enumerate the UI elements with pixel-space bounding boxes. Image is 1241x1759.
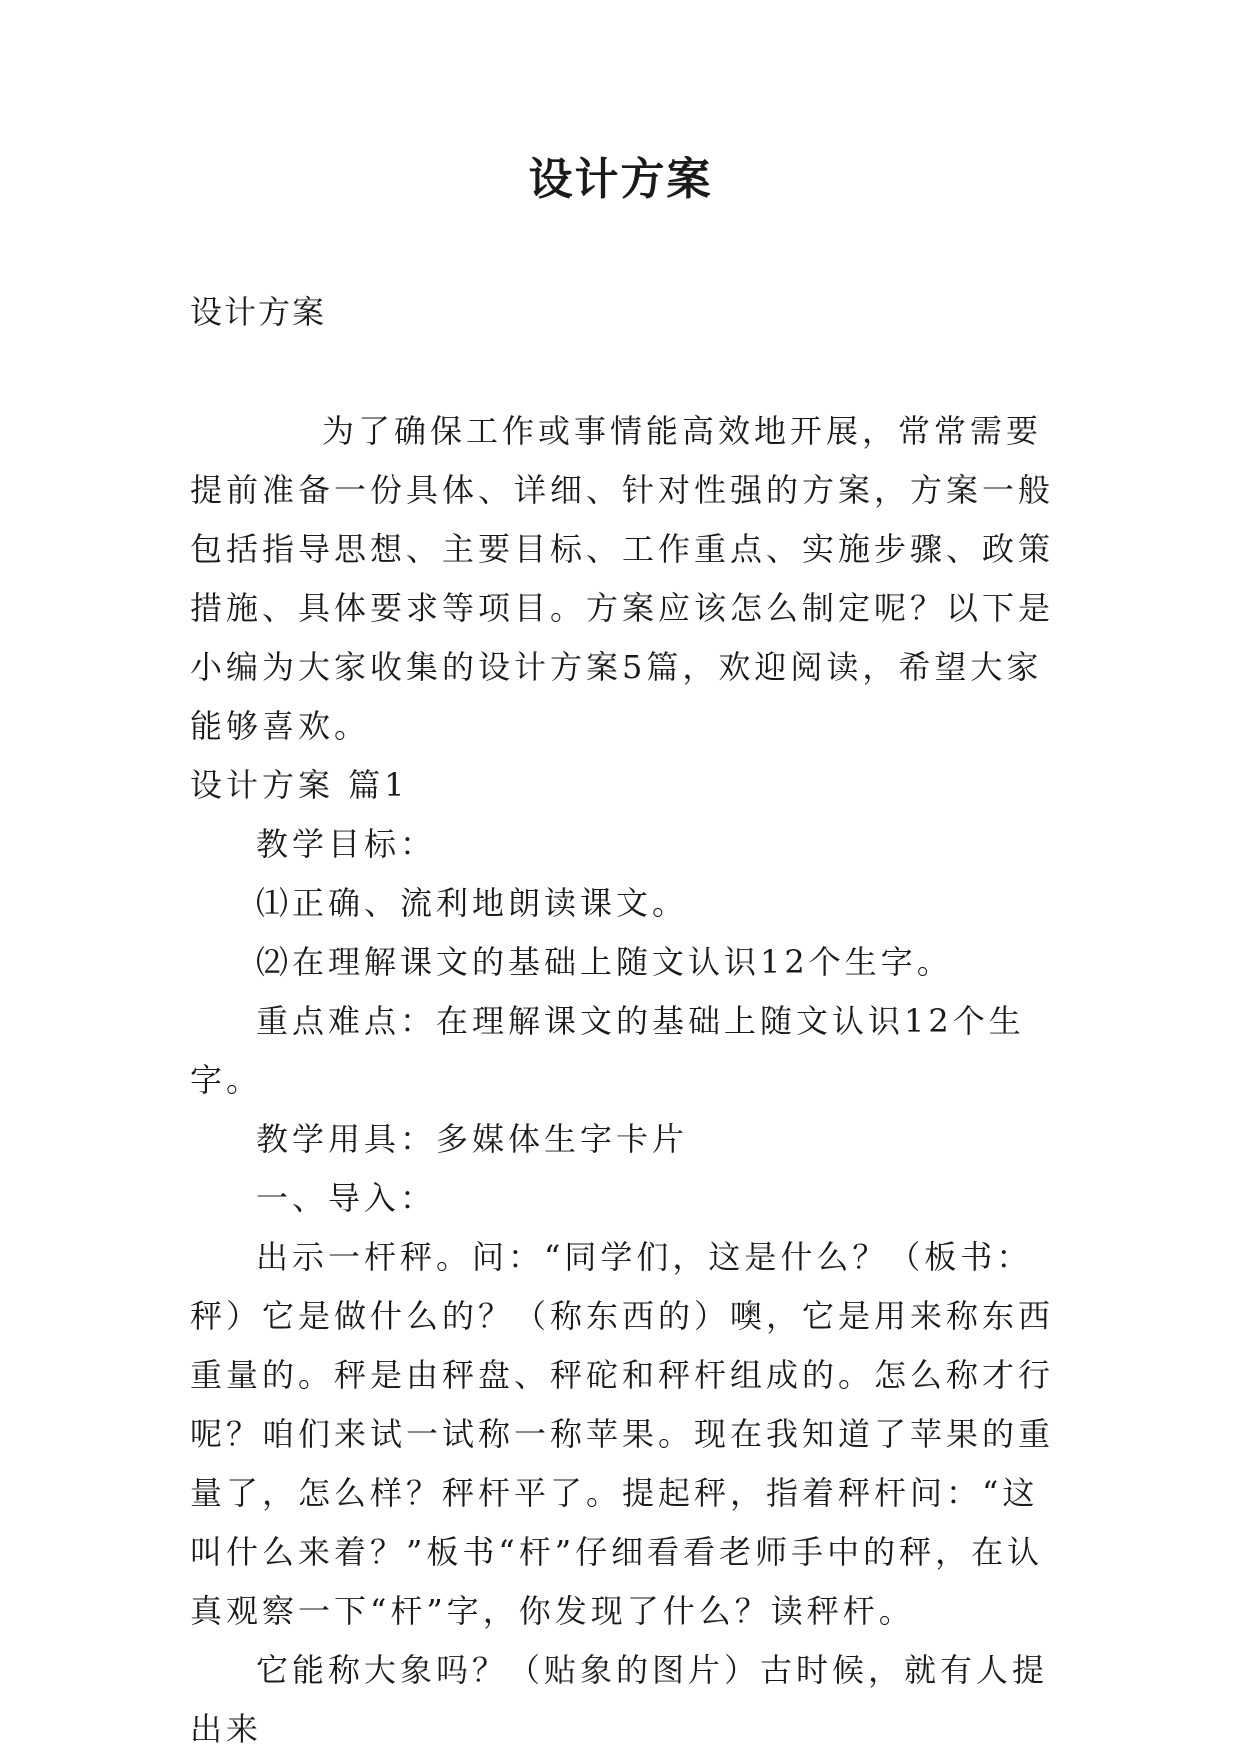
paragraph-teaching-tools: 教学用具：多媒体生字卡片 [256,1120,689,1158]
paragraph-scale-demo: 出示一杆秤。问：“同学们，这是什么？（板书：秤）它是做什么的？（称东西的）噢，它是用来称东西重量的。秤是由秤盘、秤砣和秤杆组成的。怎么称才行呢？咱们来试一试称一称苹果。现在我知道了苹果的重量了，怎么样？秤杆平了。提起秤，指着秤杆问：“这叫什么来着？”板书“杆”仔细看看老师手中的秤，在认真观察一下“杆”字，你发现了什么？读秤杆。 [190,1238,1055,1630]
paragraph-elephant: 它能称大象吗？（贴象的图片）古时候，就有人提出来 [190,1651,1049,1748]
intro-paragraph: 为了确保工作或事情能高效地开展，常常需要提前准备一份具体、详细、针对性强的方案，方案一般包括指导思想、主要目标、工作重点、实施步骤、政策措施、具体要求等项目。方案应该怎么制定呢？以下是小编为大家收集的设计方案5篇，欢迎阅读，希望大家能够喜欢。 [190,412,1055,745]
document-title: 设计方案 [528,154,713,205]
paragraph-goal-1: ⑴正确、流利地朗读课文。 [256,884,689,922]
paragraph-goal-2: ⑵在理解课文的基础上随文认识12个生字。 [256,943,953,981]
section-heading: 设计方案 篇1 [190,766,409,804]
document-body [190,402,1070,1759]
paragraph-intro-step: 一、导入： [256,1179,437,1217]
paragraph-key-points: 重点难点：在理解课文的基础上随文认识12个生字。 [190,1002,1025,1099]
paragraph-teaching-goals: 教学目标： [256,825,437,863]
document-subtitle: 设计方案 [190,293,327,331]
